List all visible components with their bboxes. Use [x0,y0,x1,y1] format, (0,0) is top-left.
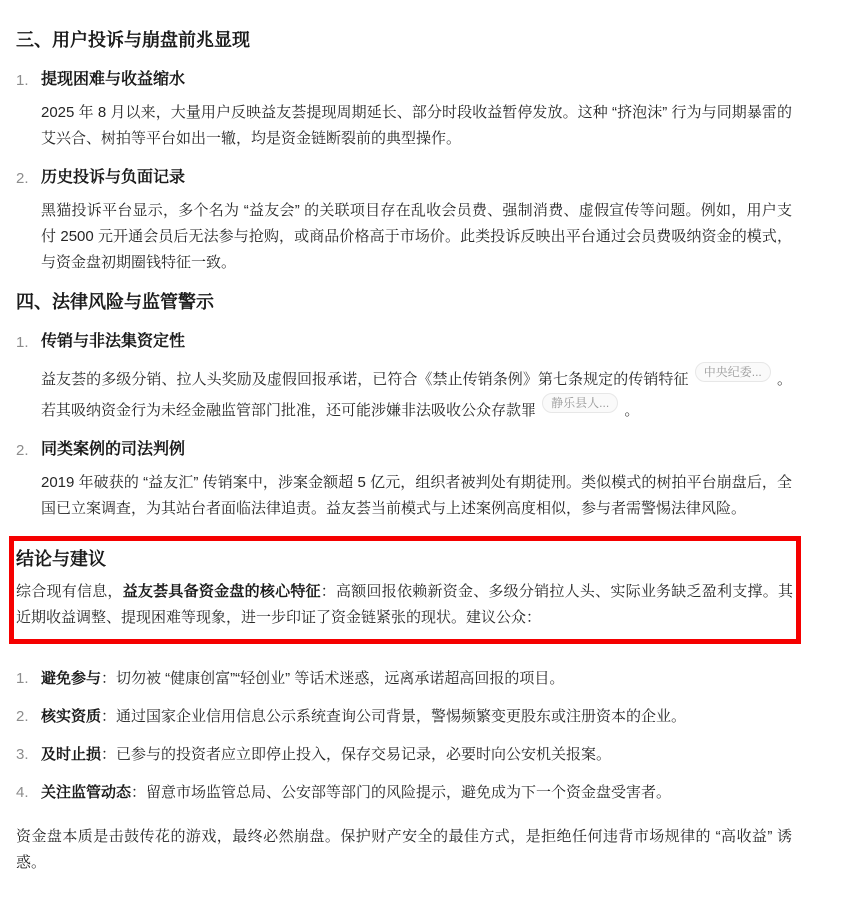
list-item-title: 历史投诉与负面记录 [41,169,186,186]
list-marker: 3. [16,746,29,763]
list-item-title: 提现困难与收益缩水 [41,71,186,88]
list-item-paragraph: 益友荟的多级分销、拉人头奖励及虚假回报承诺，已符合《禁止传销条例》第七条规定的传销特征 中央纪委... 。若其吸纳资金行为未经金融监管部门批准，还可能涉嫌非法吸收公众存款罪 静乐县人... 。 [41,362,792,424]
list-item [16,330,792,424]
citation-pill[interactable]: 静乐县人... [542,393,618,413]
recommendation-item [16,704,792,730]
list-item-title: 同类案例的司法判例 [41,441,186,458]
section4-list [16,330,792,522]
bold-text: 避免参与 [41,670,102,687]
bold-text: 核实资质 [41,708,102,725]
section-heading-user-complaints: 三、用户投诉与崩盘前兆显现 [16,30,250,50]
conclusion-paragraph: 综合现有信息，益友荟具备资金盘的核心特征：高额回报依赖新资金、多级分销拉人头、实际业务缺乏盈利支撑。其近期收益调整、提现困难等现象，进一步印证了资金链紧张的现状。建议公众： [16,583,793,626]
list-marker: 1. [16,334,29,351]
list-item-body [41,438,792,522]
list-item-paragraph: 黑猫投诉平台显示，多个名为 “益友会” 的关联项目存在乱收会员费、强制消费、虚假宣传等问题。例如，用户支付 2500 元开通会员后无法参与抢购，或商品价格高于市场价。此类投诉反映出平台通过会员费吸纳资金的模式，与资金盘初期圈钱特征一致。 [41,202,792,271]
list-marker: 4. [16,784,29,801]
list-item [16,68,792,152]
list-marker: 1. [16,670,29,687]
recommendation-item [16,666,792,692]
recommendation-item [16,780,792,806]
list-item [16,438,792,522]
recommendation-item [16,742,792,768]
list-item [16,166,792,276]
conclusion-highlight-box [9,536,801,644]
list-item-title: 传销与非法集资定性 [41,333,186,350]
list-item-paragraph: 2025 年 8 月以来，大量用户反映益友荟提现周期延长、部分时段收益暂停发放。这种 “挤泡沫” 行为与同期暴雷的艾兴合、树拍等平台如出一辙，均是资金链断裂前的典型操作。 [41,104,792,147]
recommendation-text: 核实资质：通过国家企业信用信息公示系统查询公司背景，警惕频繁变更股东或注册资本的企业。 [41,708,687,725]
recommendation-text: 及时止损：已参与的投资者应立即停止投入，保存交易记录，必要时向公安机关报案。 [41,746,612,763]
section3-list [16,68,792,276]
citation-pill[interactable]: 中央纪委... [695,362,771,382]
conclusion-heading: 结论与建议 [16,549,106,569]
list-marker: 2. [16,170,29,187]
list-item-paragraph: 2019 年破获的 “益友汇” 传销案中，涉案金额超 5 亿元，组织者被判处有期徒刑。类似模式的树拍平台崩盘后，全国已立案调查，为其站台者面临法律追责。益友荟当前模式与上述案例高度相似，参与者需警惕法律风险。 [41,474,792,517]
list-marker: 2. [16,708,29,725]
list-marker: 1. [16,72,29,89]
list-item-body [41,166,792,276]
bold-text: 关注监管动态 [41,784,132,801]
recommendation-text: 关注监管动态：留意市场监管总局、公安部等部门的风险提示，避免成为下一个资金盘受害者。 [41,784,672,801]
bold-text: 益友荟具备资金盘的核心特征 [122,583,321,600]
list-marker: 2. [16,442,29,459]
section-heading-legal-risk: 四、法律风险与监管警示 [16,292,214,312]
bold-text: 及时止损 [41,746,102,763]
recommendation-text: 避免参与：切勿被 “健康创富”“轻创业” 等话术迷惑，远离承诺超高回报的项目。 [41,670,565,687]
recommendations-list [16,666,792,806]
list-item-body [41,330,792,424]
closing-paragraph: 资金盘本质是击鼓传花的游戏，最终必然崩盘。保护财产安全的最佳方式，是拒绝任何违背市场规律的 “高收益” 诱惑。 [16,828,792,871]
list-item-body [41,68,792,152]
